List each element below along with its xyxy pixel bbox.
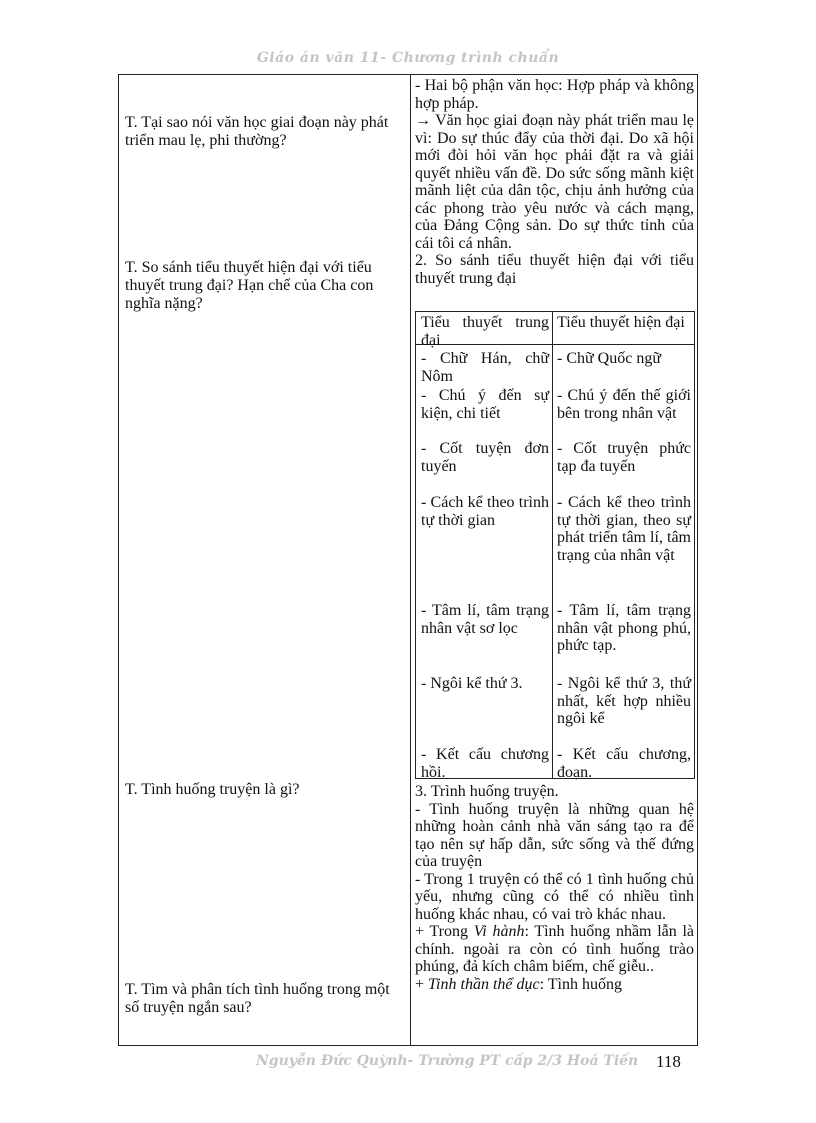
comparison-cell: - Kết cấu chương hồi. (421, 746, 549, 781)
answer-legal-parts: - Hai bộ phận văn học: Hợp pháp và không hợp pháp. (415, 77, 694, 112)
question-1: T. Tại sao nói văn học giai đoạn này phát triển mau lẹ, phi thường? (125, 114, 389, 149)
question-2: T. So sánh tiểu thuyết hiện đại với tiểu thuyết trung đại? Hạn chế của Cha con nghĩa nặng? (125, 259, 374, 312)
comparison-header-modern: Tiểu thuyết hiện đại (557, 314, 685, 331)
comparison-header-medieval: Tiểu thuyết trung đại (421, 314, 549, 349)
column-divider (410, 75, 411, 1045)
vi-hanh-text: : Tình huống nhầm lẫn là chính. ngoài ra còn có tình huống trào phúng, đả kích châm biếm, chế giễu.. (415, 923, 695, 975)
comparison-cell: - Chữ Hán, chữ Nôm (421, 350, 549, 385)
comparison-cell: - Tâm lí, tâm trạng nhân vật phong phú, phức tạp. (557, 602, 691, 654)
comparison-cell: - Tâm lí, tâm trạng nhân vật sơ lọc (421, 602, 549, 637)
situation-definition: - Tình huống truyện là những quan hệ những hoàn cảnh nhà văn sáng tạo ra để tạo nên sự hấp dẫn, sức sống và thế đứng của truyện (415, 800, 694, 870)
vi-hanh-title: Vi hành (473, 923, 525, 940)
tinh-than-title: Tinh thần thể dục (428, 975, 540, 993)
tinh-than-prefix: + (415, 975, 429, 993)
answer-block-1 (415, 77, 694, 287)
answer-block-2 (415, 783, 694, 993)
comparison-cell: - Ngôi kể thứ 3, thứ nhất, kết hợp nhiều ngôi kể (557, 675, 691, 727)
lesson-table (118, 74, 698, 1046)
question-4: T. Tìm và phân tích tình huống trong một số truyện ngắn sau? (125, 981, 390, 1016)
comparison-cell: - Cốt truyện phức tạp đa tuyến (557, 440, 691, 475)
comparison-heading: 2. So sánh tiểu thuyết hiện đại với tiểu thuyết trung đại (415, 252, 694, 287)
vi-hanh-prefix: + Trong (415, 923, 474, 940)
tinh-than-the-duc-note (415, 976, 694, 994)
page-footer: Nguyễn Đức Quỳnh- Trường PT cấp 2/3 Hoá Tiến (256, 1053, 639, 1069)
comparison-cell: - Chú ý đến sự kiện, chi tiết (421, 387, 549, 422)
situation-heading: 3. Trình huống truyện. (415, 783, 559, 800)
answer-reasons: → Văn học giai đoạn này phát triển mau lẹ vì: Do sự thúc đẩy của thời đại. Do xã hội mới đòi hỏi văn học phải đặt ra và giải quyết nhiều vấn đề. Do sức sống mãnh kiệt mãnh liệt của dân tộc, chịu ảnh hưởng của các phong trào yêu nước và cách mạng, của Đảng Cộng sản. Do sự thức tỉnh của cái tôi cá nhân. (415, 112, 694, 252)
tinh-than-text: : Tình huống (539, 975, 622, 993)
comparison-cell: - Cách kể theo trình tự thời gian, theo sự phát triển tâm lí, tâm trạng của nhân vật (557, 494, 691, 564)
comparison-cell: - Cốt tuyện đơn tuyến (421, 440, 549, 475)
comparison-cell: - Cách kể theo trình tự thời gian (421, 494, 549, 529)
comparison-cell: - Chú ý đến thế giới bên trong nhân vật (557, 387, 691, 422)
page-header: Giáo án văn 11- Chương trình chuẩn (256, 50, 560, 66)
comparison-table (415, 311, 695, 779)
vi-hanh-note (415, 923, 694, 976)
comparison-cell: - Kết cấu chương, đoạn. (557, 746, 691, 781)
comparison-column-divider (552, 312, 553, 778)
question-3: T. Tình huống truyện là gì? (125, 781, 300, 798)
comparison-cell: - Ngôi kể thứ 3. (421, 675, 523, 692)
page-number: 118 (656, 1052, 681, 1071)
situation-count: - Trong 1 truyện có thể có 1 tình huống chủ yếu, nhưng cũng có thể có nhiều tình huống khác nhau, có vai trò khác nhau. (415, 870, 694, 923)
comparison-cell: - Chữ Quốc ngữ (557, 350, 661, 367)
